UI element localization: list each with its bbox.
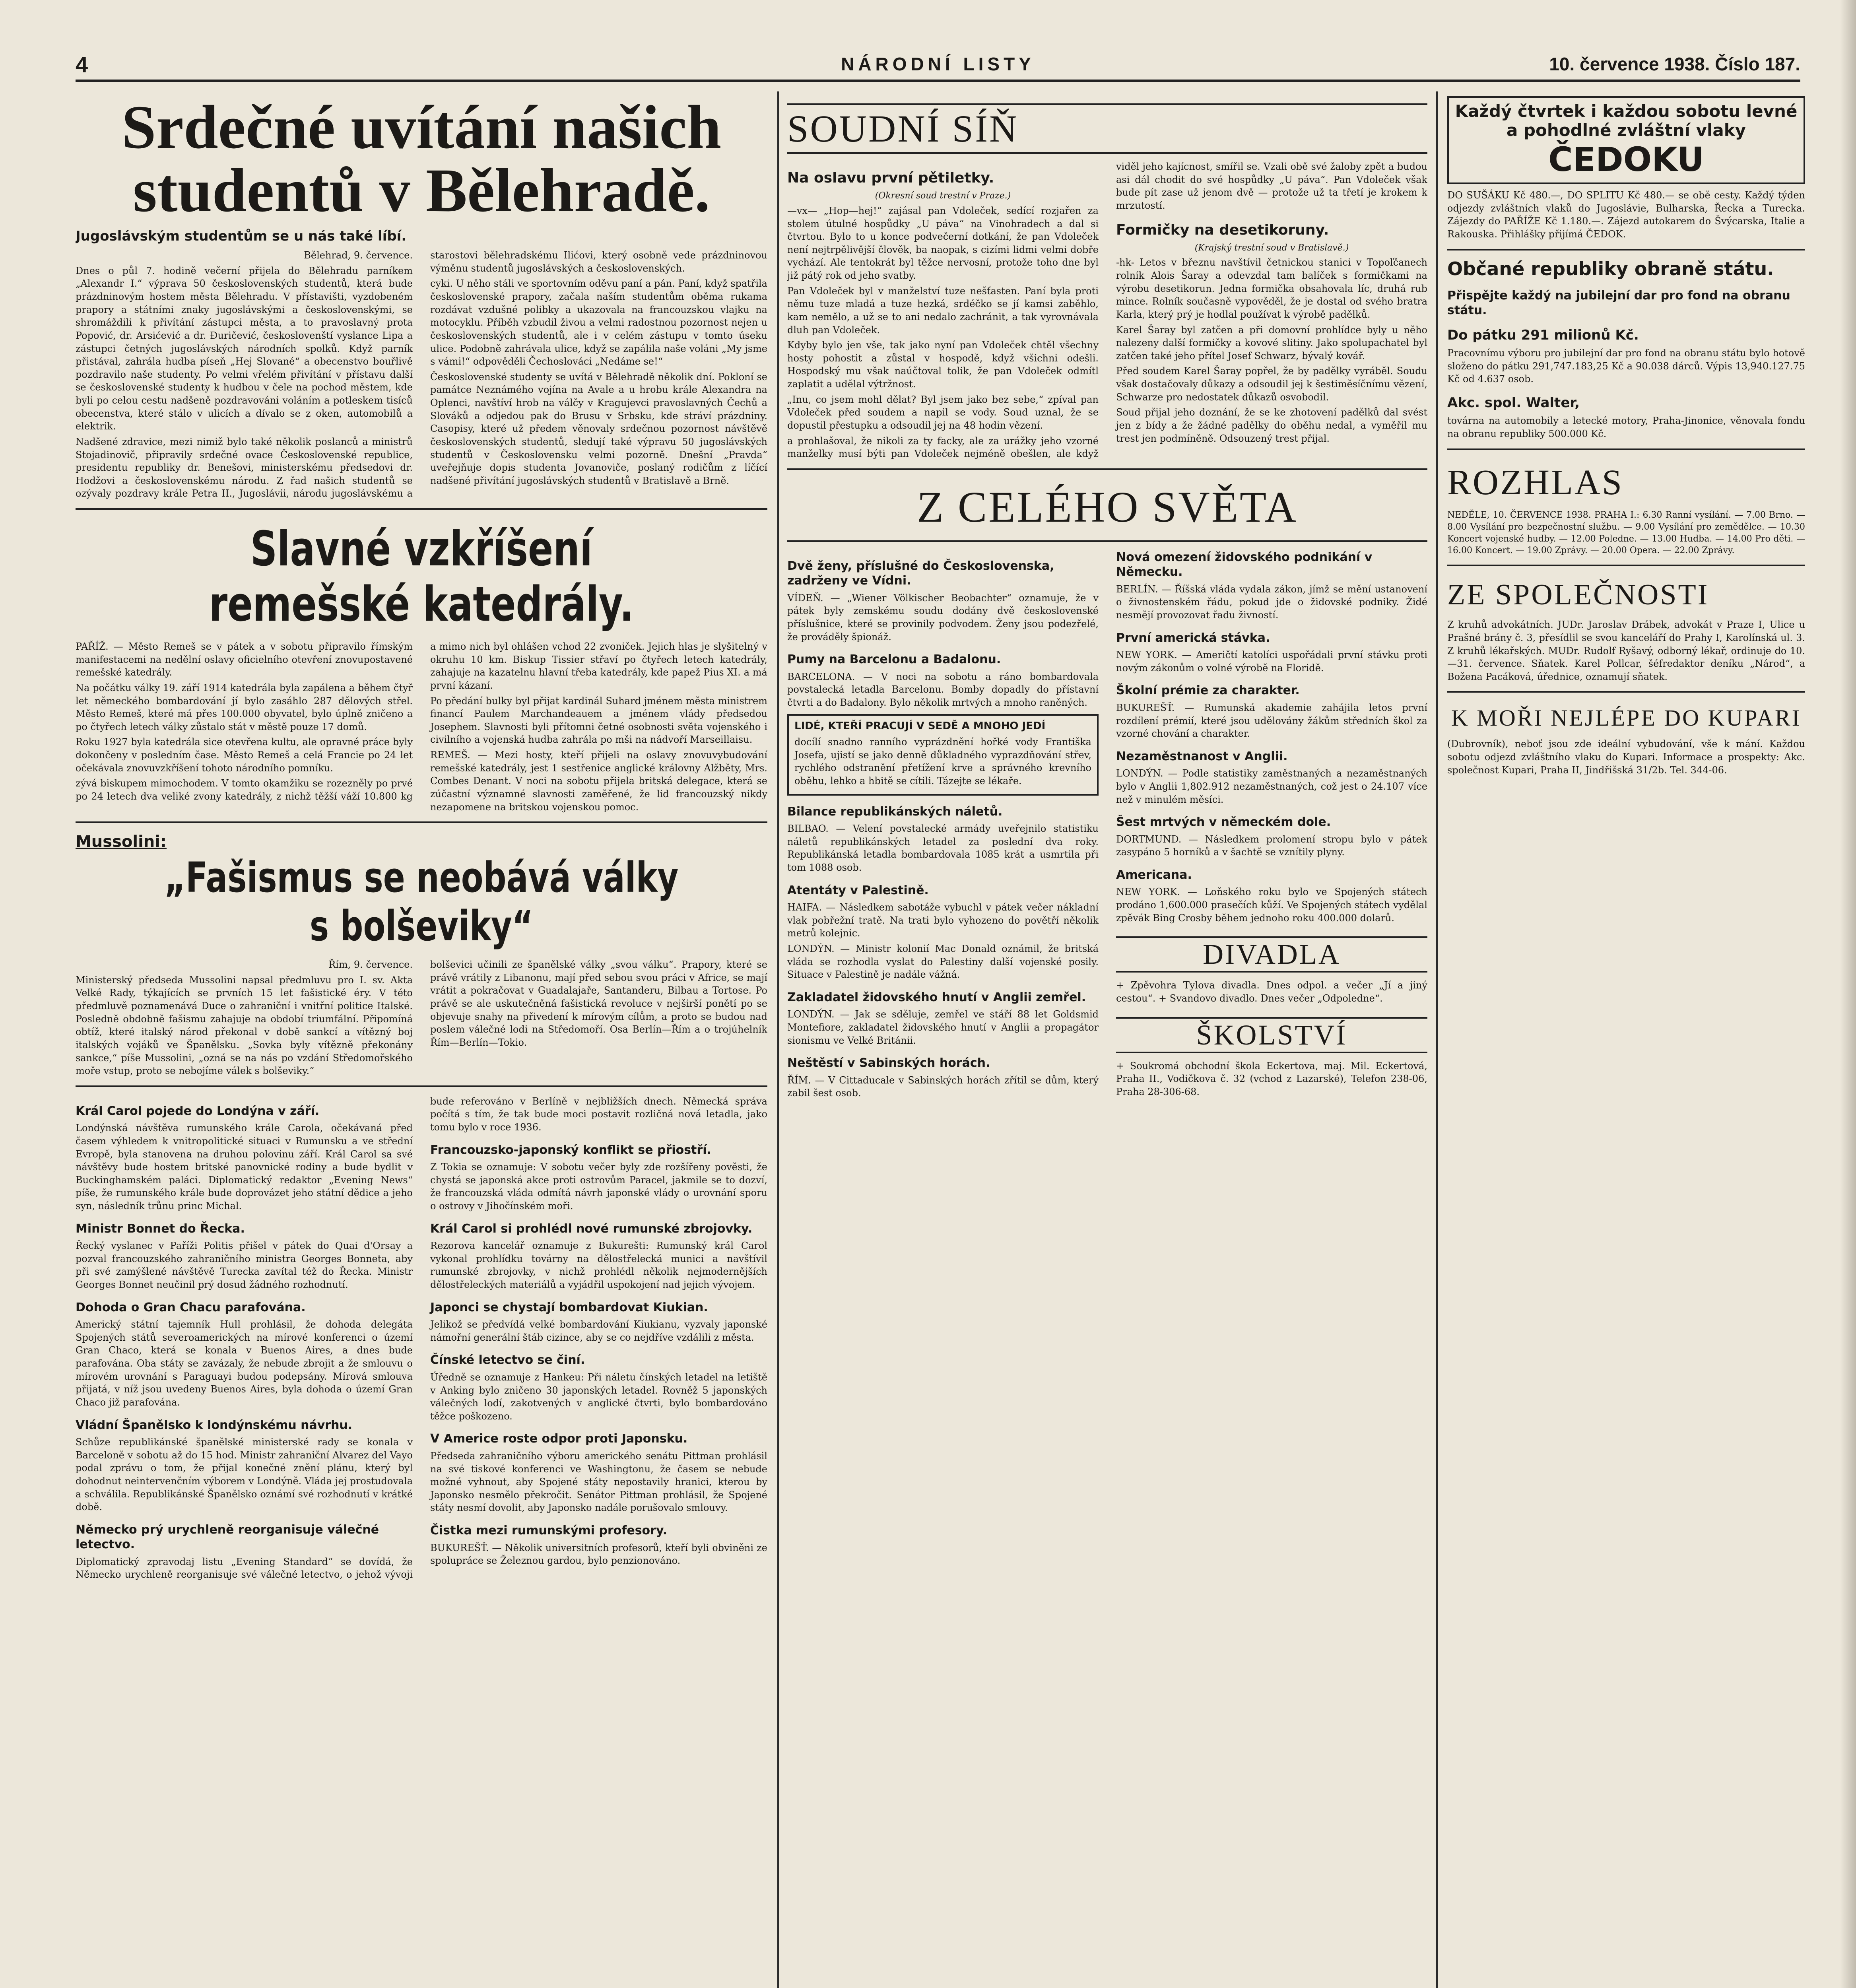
paragraph: Z kruhů advokátních. JUDr. Jaroslav Drábek, advokát v Praze I, Ulice u Prašné brány č. 3, přesídlil se svou kanceláří do Prahy I, Karolínská ul. 3. Z kruhů lékařských. MUDr. Rudolf Ryšavý, odborný lékař, ordinuje do 10.—31. července. Sňatek. Karel Pollcar, šéfredaktor deníku „Národ“, a Božena Pacáková, úřednice, oznamují sňatek. bbox=[1447, 619, 1805, 682]
paragraph: Londýnská návštěva rumunského krále Carola, očekávaná před časem výhledem k vnitropolitické situaci v Rumunsku a ve střední Evropě, byla stanovena na druhou polovinu září. Král Carol sa své návštěvy bude hostem britské panovnické rodiny a bude bydlit v Buckinghamském paláci. Diplomatický redaktor „Evening News“ píše, že rumunského krále bude doprovázet jeho státní dědice a jeho syn, následník trůnu princ Michal. bbox=[76, 1122, 413, 1212]
brief-heading: Bilance republikánských náletů. bbox=[787, 804, 1003, 819]
page-edge-shadow bbox=[1840, 0, 1856, 1988]
advert-heading: LIDÉ, KTEŘÍ PRACUJÍ V SEDĚ A MNOHO JEDÍ bbox=[794, 720, 1046, 732]
article-fascism bbox=[76, 958, 767, 1077]
paragraph: Schůze republikánské španělské ministerské rady se konala v Barceloně v sobotu až do 15 hod. Ministr zahraniční Alvarez del Vayo podal zprávu o tom, že přijal konečné znění plánu, který byl dohodnut neintervenčním výborem v Londýně. Vláda jej prostudovala a schválila. Republikánské Španělsko oznámí své rozhodnutí v krátké době. bbox=[76, 1437, 413, 1513]
section-title-court: SOUDNÍ SÍŇ bbox=[787, 103, 1427, 154]
paragraph: LONDÝN. — Ministr kolonií Mac Donald oznámil, že britská vláda se rozhodla vyslat do Palestiny další vojenské posily. Situace v Palestině je nadále vážná. bbox=[787, 943, 1099, 980]
paragraph: Soud přijal jeho doznání, že se ke zhotovení padělků dal svést jen z bídy a že žádné padělky do oběhu nedal, a vyměřil mu trest jen podmíněně. Odsouzený trest přijal. bbox=[1116, 407, 1427, 444]
paragraph: PAŘÍŽ. — Město Remeš se v pátek a v sobotu připravilo římským manifestacemi na nedělní oslavy oficielního otevření znovupostavené remešské katedrály. bbox=[76, 641, 413, 678]
paragraph: Pracovnímu výboru pro jubilejní dar pro fond na obranu státu bylo hotově složeno do pátku 291,747.183,25 Kč a 90.038 dárců. Výpis 13,940.127.75 Kč od 4.637 osob. bbox=[1447, 348, 1805, 385]
paragraph: Z Tokia se oznamuje: V sobotu večer byly zde rozšířeny pověsti, že chystá se japonská akce proti ostrovům Paracel, jakmile se to dozví, že francouzská vláda odmítá návrh japonské vlády o urovnání sporu o ostrovy v Jihočínském moři. bbox=[430, 1161, 767, 1212]
paragraph: BUKUREŠŤ. — Několik universitních profesorů, kteří byli obviněni ze spolupráce se Železnou gardou, bylo penzionováno. bbox=[430, 1542, 767, 1567]
fund-total: Do pátku 291 milionů Kč. bbox=[1447, 327, 1639, 343]
radio-listing: NEDĚLE, 10. ČERVENCE 1938. PRAHA I.: 6.30 Ranní vysílání. — 7.00 Brno. — 8.00 Vysílání pro bezpečnostní službu. — 9.00 Vysílání pro zemědělce. — 10.30 Koncert vojenské hudby. — 12.00 Poledne. — 13.00 Hudba. — 14.00 Pro děti. — 16.00 Koncert. — 19.00 Zprávy. — 20.00 Opera. — 22.00 Zprávy. bbox=[1447, 510, 1805, 556]
paragraph: LONDÝN. — Podle statistiky zaměstnaných a nezaměstnaných bylo v Anglii 1,802.912 nezaměstnaných, což jest o 24.107 více než v minulém měsíci. bbox=[1116, 768, 1427, 805]
paragraph: Dnes o půl 7. hodině večerní přijela do Bělehradu parníkem „Alexandr I.“ výprava 50 československých studentů, která bude prázdninovým hostem města Bělehradu. V přístavišti, vyzdobeném prapory a státními znaky jugoslávskými a československými, se shromáždili k přivítání zástupci města, a to pravoslavný prota Popović, dr. Arsićević a dr. Đuričević, českoslovenští vyslance Lipa a zástupci četných jugoslávských národních spolků. Když parník přistával, zahrála hudba píseň „Hej Slované“ a obecenstvo bouřlivě pozdravilo naše studenty. Po velmi vřelém přivítání v přístavu další se československé studenty k hudbou v čele na pochod městem, kde byli po celou cestu nadšeně pozdravováni voláním a potleskem tisíců obecenstva, které stálo v ulicích a dívalo se z oken, automobilů a elektrik. bbox=[76, 265, 413, 432]
court-tag: (Krajský trestní soud v Bratislavě.) bbox=[1194, 243, 1349, 253]
paragraph: továrna na automobily a letecké motory, Praha-Jinonice, věnovala fondu na obranu republiky 500.000 Kč. bbox=[1447, 415, 1805, 440]
paragraph: Karel Šaray byl zatčen a při domovní prohlídce byly u něho nalezeny další formičky a kovové slitiny. Jako spolupachatel byl zatčen také jeho přítel Josef Schwarz, bývalý kovář. bbox=[1116, 324, 1427, 361]
brief-heading: Ministr Bonnet do Řecka. bbox=[76, 1221, 245, 1236]
page-number: 4 bbox=[76, 52, 88, 77]
divider bbox=[1447, 565, 1805, 566]
divider bbox=[1447, 249, 1805, 250]
brief-heading: Král Carol si prohlédl nové rumunské zbrojovky. bbox=[430, 1221, 753, 1236]
advert-brand: ČEDOKU bbox=[1548, 140, 1704, 179]
divider bbox=[76, 1085, 767, 1087]
paragraph: VÍDEŇ. — „Wiener Völkischer Beobachter“ oznamuje, že v pátek byly zemskému soudu dodány dvě československé příslušnice, které se provinily podvodem. Ženy jsou podezřelé, že prováděly špionáž. bbox=[787, 592, 1099, 643]
headline-line: studentů v Bělehradě. bbox=[133, 156, 710, 225]
middle-column bbox=[787, 91, 1427, 1988]
paragraph: Nadšené zdravice, mezi nimiž bylo také několik poslanců a ministrů Stojadinovič, připravily srdečné ovace Československé republice, presidentu republiky dr. Benešovi, ministerskému předsedovi dr. Hodžovi a československému národu. Z řad našich studentů se ozývaly pozdravy krále Petra II., Jugoslávii, národu jugoslávskému a starostovi bělehradskému Ilićovi, který osobně vede prázdninovou výměnu studentů jugoslávských a československých. bbox=[76, 250, 767, 499]
dateline: Řím, 9. července. bbox=[328, 959, 413, 971]
paragraph: „Inu, co jsem mohl dělat? Byl jsem jako bez sebe,“ zpíval pan Vdoleček před soudem a napil se vody. Soud uznal, že se dopustil přestupku a odsoudil jej na 48 hodin vězení. bbox=[787, 394, 1099, 431]
dateline: Bělehrad, 9. července. bbox=[304, 250, 413, 261]
headline-fascism: „Fašismus se neobává války s bolševiky“ bbox=[164, 853, 679, 951]
paragraph: HAIFA. — Následkem sabotáže vybuchl v pátek večer nákladní vlak pobřežní tratě. Na trati bylo vyhozeno do povětří několik metrů kolejnic. bbox=[787, 902, 1099, 939]
brief-heading: Japonci se chystají bombardovat Kiukian. bbox=[430, 1300, 708, 1314]
headline-cathedral: Slavné vzkříšení remešské katedrály. bbox=[209, 522, 634, 633]
brief-heading: Nezaměstnanost v Anglii. bbox=[1116, 749, 1288, 763]
paragraph: + Zpěvohra Tylova divadla. Dnes odpol. a večer „Jí a jiný cestou“. + Svandovo divadlo. Dnes večer „Odpoledne“. bbox=[1116, 980, 1427, 1004]
paragraph: + Soukromá obchodní škola Eckertova, maj. Mil. Eckertová, Praha II., Vodičkova č. 32 (vchod z Lazarské), Telefon 238-06, Praha 28-306-68. bbox=[1116, 1060, 1427, 1097]
advert-title: Každý čtvrtek i každou sobotu levné a pohodlné zvláštní vlaky bbox=[1455, 101, 1798, 140]
fund-heading: Občané republiky obraně státu. bbox=[1447, 258, 1774, 280]
brief-heading: Šest mrtvých v německém dole. bbox=[1116, 815, 1331, 829]
paragraph: bolševici učinili ze španělské války „svou válku“. Prapory, které se právě vrátily z Libanonu, mají před sebou svou práci v Africe, se mají vrátit a pokračovat v Guadalajaře, Santanderu, Bilbau a Tortose. Po právě se ale uskutečněná fašistická revoluce v nejširší ponětí po se objevuje snahy na přivedení k mírovým cílům, a proto se budou nad poslem válečné lodi na Středomoří. Osa Berlín—Řím a o trojúhelník Řím—Berlín—Tokio. bbox=[430, 959, 767, 1048]
brief-heading: Francouzsko-japonský konflikt se přiostří. bbox=[430, 1143, 711, 1157]
kupari-heading: K MOŘI NEJLÉPE DO KUPARI bbox=[1451, 705, 1802, 731]
paragraph: -hk- Letos v březnu navštívil četnickou stanici v Topoľčanech rolník Alois Šaray a odevzdal tam balíček s formičkami na výrobu desetikorun. Jedna formička obsahovala líc, druhá rub mince. Rolník současně vypověděl, že je dostal od svého bratra Karla, který prý je hodlal používat k výrobě padělků. bbox=[1116, 257, 1427, 320]
column-divider bbox=[1436, 91, 1438, 1988]
paragraph: Kdyby bylo jen vše, tak jako nyní pan Vdoleček chtěl všechny hosty pohostit a zůstal v hospodě, když všichni odešli. Hospodský mu však naúčtoval tolik, že pan Vdoleček odmítl zaplatit a udělal výtržnost. bbox=[787, 340, 1099, 390]
section-title-world: Z CELÉHO SVĚTA bbox=[917, 482, 1298, 531]
paragraph: a prohlašoval, že nikoli za ty facky, ale za urážky jeho vzorné manželky musí býti pan Vdoleček nejméně obešlen, ale když viděl jeho kajícnost, smířil se. Vzali obě své žaloby zpět a budou asi dál chodit do své hospůdky „U páva“. Pan Vdoleček však bude pít zase už jenom dvě — protože už ta třetí je krokem k mrzutostí. bbox=[787, 161, 1427, 460]
paragraph: Pan Vdoleček byl v manželství tuze nešťasten. Paní byla proti němu tuze mladá a tuze hezká, srdéčko se jí kamsi zaběhlo, kam nemělo, a už se to ani nedalo zachránit, a tak vyrovnávala dluh pan Vdoleček. bbox=[787, 285, 1099, 336]
brief-heading: Americana. bbox=[1116, 868, 1192, 882]
brief-heading: Dohoda o Gran Chacu parafována. bbox=[76, 1300, 306, 1314]
paragraph: ŘÍM. — V Cittaducale v Sabinských horách zřítil se dům, který zabil šest osob. bbox=[787, 1074, 1099, 1099]
paragraph: Předseda zahraničního výboru amerického senátu Pittman prohlásil na své tiskové konferenci ve Washingtonu, že časem se nebude možné vyhnout, aby Spojené státy nepostavily hranici, kterou by Japonsko nesmělo překročit. Senátor Pittman prohlásil, že Spojené státy nesmí dovolit, aby Japonsko nadále porušovalo smlouvy. bbox=[430, 1450, 767, 1514]
brief-heading: Čistka mezi rumunskými profesory. bbox=[430, 1524, 668, 1538]
divider bbox=[76, 508, 767, 510]
paragraph: LONDÝN. — Jak se sděluje, zemřel ve stáří 88 let Goldsmid Montefiore, zakladatel židovského hnutí v Anglii a propagátor sionismu ve Velké Británii. bbox=[787, 1009, 1099, 1046]
paragraph: REMEŠ. — Mezi hosty, kteří přijeli na oslavy znovuvybudování remešské katedrály, jest 1 sestřenice anglické královny Alžběty, Mrs. Combes Denant. V noci na sobotu přijela britská delegace, která se zúčastní významné slavnosti zaměřené, že lid francouzský nikdy nezapomene na britskou vojenskou pomoc. bbox=[430, 749, 767, 813]
section-title-schools: ŠKOLSTVÍ bbox=[1116, 1017, 1427, 1053]
court-tag: (Okresní soud trestní v Praze.) bbox=[875, 191, 1011, 201]
headline-students bbox=[76, 93, 767, 225]
paragraph: BUKUREŠŤ. — Rumunská akademie zahájila letos první rozdílení prémií, které jsou udělovány žákům středních škol za vzorné chování a charakter. bbox=[1116, 702, 1427, 740]
world-section bbox=[787, 550, 1427, 1105]
paragraph: NEW YORK. — Loňského roku bylo ve Spojených státech prodáno 1,600.000 prasečích kůží. Ve Spojených státech vydělal zpěvák Bing Crosby během jednoho roku 400.000 dolarů. bbox=[1116, 886, 1427, 924]
brief-heading: V Americe roste odpor proti Japonsku. bbox=[430, 1432, 688, 1446]
paragraph: docílí snadno ranního vyprázdnění hořké vody Františka Josefa, ujistí se jako denně důkladného vyprazdňování střev, rychlého odstranění přetížení krve a správného krevního oběhu, lehko a hbitě se cítili. Tázejte se lékaře. bbox=[794, 736, 1091, 787]
paragraph: Před soudem Karel Šaray popřel, že by padělky vyráběl. Soudu však dostačovaly důkazy a odsoudil jej k šestiměsíčnímu vězení, Schwarze pro nedostatek důkazů osvobodil. bbox=[1116, 365, 1427, 403]
article-students bbox=[76, 249, 767, 500]
masthead: NÁRODNÍ LISTY bbox=[841, 54, 1035, 74]
brief-heading: Nová omezení židovského podnikání v Německu. bbox=[1116, 550, 1373, 579]
paragraph: (Dubrovník), neboť jsou zde ideální vybudování, vše k mání. Každou sobotu odjezd zvláštního vlaku do Kupari. Informace a prospekty: Akc. společnost Kupari, Praha II, Jindřišská 31/2b. Tel. 344-06. bbox=[1447, 738, 1805, 776]
cedok-advert bbox=[1447, 96, 1805, 184]
brief-heading: Vládní Španělsko k londýnskému návrhu. bbox=[76, 1418, 353, 1432]
brief-heading: Král Carol pojede do Londýna v září. bbox=[76, 1104, 320, 1118]
headline-line: Srdečné uvítání našich bbox=[121, 93, 722, 161]
section-title-radio: ROZHLAS bbox=[1447, 462, 1624, 502]
section-title-theatres: DIVADLA bbox=[1116, 936, 1427, 973]
paragraph: BERLÍN. — Říšská vláda vydala zákon, jímž se mění ustanovení o živnostenském řádu, pokud jde o židovské podniky. Židé nesmějí provozovat řadu živností. bbox=[1116, 583, 1427, 621]
donor-heading: Akc. spol. Walter, bbox=[1447, 394, 1580, 411]
section-label: Mussolini: bbox=[76, 833, 167, 851]
right-column bbox=[1447, 91, 1805, 1988]
divider bbox=[76, 821, 767, 823]
paragraph: DORTMUND. — Následkem prolomení stropu bylo v pátek zasypáno 5 horníků a v šachtě se vznítily plyny. bbox=[1116, 833, 1427, 858]
paragraph: Československé studenty se uvítá v Bělehradě několik dní. Pokloní se památce Neznámého vojína na Avale a u hrobu krále Alexandra na Oplenci, navštíví hrob na válčy v Kragujevci pravoslavných Čechů a Slováků a odjedou pak do Brusu v Srbsku, kde stráví prázdniny. Casopisy, které už předem věnovaly srdečnou pozornost návštěvě československých studentů, sledují také výpravu 50 jugoslávských studentů v Československu velmi pozorně. Dnešní „Pravda“ uveřejňuje dopis studenta Jovanoviče, poslaný rodičům z líčící nadšené přivítání jugoslávských studentů v Bratislavě a Brně. bbox=[430, 371, 767, 486]
paragraph: BARCELONA. — V noci na sobotu a ráno bombardovala povstalecká letadla Barcelonu. Bomby dopadly do přístavní čtvrti a do Badalony. Bylo několik mrtvých a mnoho raněných. bbox=[787, 671, 1099, 709]
section-title-society: ZE SPOLEČNOSTI bbox=[1447, 579, 1709, 612]
paragraph: cyki. U něho stáli ve sportovním oděvu paní a pán. Paní, když spatřila československé prapory, začala naším studentům oběma rukama rozdávat vzdušné polibky a ukazovala na francouzskou vlajku na motocyklu. Příběh vzbudil živou a velmi radostnou pozornost nejen u československých studentů, ale i v celém zástupu v tomto úseku ulice. Podobně zahrávala ulice, když se zapálila naše voláni „My jsme s vámi!“ odpověděli Čechoslováci „Nedáme se!“ bbox=[430, 278, 767, 367]
paragraph: Na počátku války 19. září 1914 katedrála byla zapálena a během čtyř let německého bombardování jí bylo zasáhlo 287 dělových střel. Město Remeš, které má přes 100.000 obyvatel, bylo úplně zničeno a po čtyřech letech války zůstalo stát v městě pouze 17 domů. bbox=[76, 682, 413, 732]
court-section bbox=[787, 160, 1427, 460]
paragraph: DO SUŠÁKU Kč 480.—, DO SPLITU Kč 480.— se obě cesty. Každý týden odjezdy zvláštních vlaků do Jugoslávie, Bulharska, Řecka a Turecka. Zájezdy do PAŘÍŽE Kč 1.180.—. Zájezd autokarem do Švýcarska, Italie a Rakouska. Přihlášky přijímá ČEDOK. bbox=[1447, 190, 1805, 240]
divider bbox=[1447, 448, 1805, 450]
paragraph: Diplomatický zpravodaj listu „Evening Standard“ se dovídá, že Německo urychleně reorganisuje své válečné letectvo, o jehož vývoji bude referováno v Berlíně v nejbližších dnech. Německá správa počítá s tím, že tak bude moci postavit rozličná nová letadla, jako tomu bylo v roce 1936. bbox=[76, 1095, 767, 1580]
fund-subheading: Přispějte každý na jubilejní dar pro fond na obranu státu. bbox=[1447, 288, 1790, 318]
divider bbox=[1447, 691, 1805, 693]
brief-heading: Zakladatel židovského hnutí v Anglii zemřel. bbox=[787, 990, 1086, 1004]
news-briefs bbox=[76, 1095, 767, 1581]
paragraph: Roku 1927 byla katedrála sice otevřena kultu, ale opravné práce byly dokončeny v posledním čase. Město Remeš a celá Francie po 24 let očekávala znovuvzkříšení tohoto národního pomníku. bbox=[76, 736, 413, 774]
brief-heading: Školní prémie za charakter. bbox=[1116, 683, 1300, 698]
paragraph: BILBAO. — Velení povstalecké armády uveřejnilo statistiku náletů republikánských letadel za poslední dva roky. Republikánská letadla bombardovala 1085 krát a usmrtila při tom 1088 osob. bbox=[787, 823, 1099, 874]
paragraph: Americký státní tajemník Hull prohlásil, že dohoda delegáta Spojených států severoamerických na mírové konferenci o území Gran Chaco, která se konala v Buenos Aires, a dnes bude parafována. Oba státy se zavázaly, že nebude zbrojit a že smlouvu o mírovém urovnání s Paraguayi budou podepsány. Mírová smlouva přijatá, v níž jsou uvedeny Buenos Aires, byla dohoda o území Gran Chaco již parafována. bbox=[76, 1319, 413, 1408]
issue-date: 10. července 1938. Číslo 187. bbox=[1549, 54, 1800, 74]
left-column bbox=[76, 91, 767, 1988]
paragraph: Rezorova kancelář oznamuje z Bukurešti: Rumunský král Carol vykonal prohlídku továrny na dělostřelecká munici a navštívil rumunské zbrojovky, v nichž prohlédl několik nejmodernějších dělostřeleckých materiálů a vyjádřil uspokojení nad jejich vývojem. bbox=[430, 1240, 767, 1291]
divider bbox=[787, 540, 1427, 542]
article-heading: Na oslavu první pětiletky. bbox=[787, 170, 994, 186]
paragraph: Úředně se oznamuje z Hankeu: Při náletu čínských letadel na letiště v Anking bylo zničeno 30 japonských letadel. Rovněž 5 japonských válečných lodí, zakotvených v anglické čtvrti, bylo bombardováno těžce poškozeno. bbox=[430, 1371, 767, 1422]
advert-box bbox=[787, 714, 1099, 796]
brief-heading: Čínské letectvo se činí. bbox=[430, 1353, 585, 1367]
paragraph: —vx— „Hop—hej!“ zajásal pan Vdoleček, sedící rozjařen za stolem útulné hospůdky „U páva“ na Vinohradech a dal si čtvrtou. Bylo to u konce podvečerní dotkání, že pan Vdoleček není nejtrpělivější člověk, ba naopak, s cizími lidmi velmi dobře vychází. Ale tentokrát byl těžce nervosní, protože toho dne byl již pátý rok od jeho svatby. bbox=[787, 205, 1099, 282]
paragraph: zývá biskupem mimochodem. V tomto okamžiku se rozezněly po prvé po 24 letech dva veliké zvony katedrály, z nichž těžší váží 10.800 kg a mimo nich byl ohlášen vchod 22 zvoniček. Jejich hlas je slyšitelný v okruhu 10 km. Biskup Tissier střaví po čtyřech letech katedrály, zahajuje na kazatelnu hlavní třeba katedrály, kde papež Pius XI. a má první kázaní. bbox=[76, 641, 767, 802]
paragraph: Jelikož se předvídá velké bombardování Kiukianu, vyzvaly japonské námořní generální štáb cizince, aby se co nejdříve vzdálili z města. bbox=[430, 1319, 767, 1343]
article-heading: Formičky na desetikoruny. bbox=[1116, 221, 1329, 238]
brief-heading: Dvě ženy, příslušné do Československa, zadrženy ve Vídni. bbox=[787, 559, 1054, 588]
divider bbox=[787, 468, 1427, 470]
article-cathedral bbox=[76, 640, 767, 813]
brief-heading: Pumy na Barcelonu a Badalonu. bbox=[787, 652, 1001, 667]
paragraph: Po předání bulky byl přijat kardinál Suhard jménem města ministrem financí Paulem Marchandeauem a jménem vlády předsedou Josephem. Slavnosti byli přítomni četné osobnosti světa vojenského i civilního a vojenská hudba zahrála po mši na nádvoří Marseillaisu. bbox=[430, 695, 767, 746]
brief-heading: Německo prý urychleně reorganisuje válečné letectvo. bbox=[76, 1522, 379, 1552]
paragraph: Řecký vyslanec v Paříži Politis přišel v pátek do Quai d'Orsay a pozval francouzského zahraničního ministra Georges Bonneta, aby při své zamýšlené návštěvě Turecka zavítal též do Řecka. Ministr Georges Bonnet neučinil prý dosud žádného rozhodnutí. bbox=[76, 1240, 413, 1291]
page-header bbox=[76, 48, 1800, 82]
brief-heading: První americká stávka. bbox=[1116, 631, 1270, 645]
subheadline: Jugoslávským studentům se u nás také líbí. bbox=[76, 228, 407, 245]
paragraph: NEW YORK. — Američtí katolíci uspořádali první stávku proti novým zákonům o volné výrobě na Floridě. bbox=[1116, 649, 1427, 674]
brief-heading: Neštěstí v Sabinských horách. bbox=[787, 1056, 990, 1070]
column-divider bbox=[777, 91, 779, 1988]
brief-heading: Atentáty v Palestině. bbox=[787, 883, 929, 897]
paragraph: Ministerský předseda Mussolini napsal předmluvu pro I. sv. Akta Velké Rady, týkajících se prvních 15 let fašistické éry. V této předmluvě poznamenává Duce o zahraniční i vnitřní politice Italské. Posledně obdobně fašismu zahajuje na období triumfální. Připomíná obtíž, které italský národ překonal v době sankcí a vítězný boj italských vojáků ve Španělsku. „Sovka byly vítězně překonány sankce,“ píše Mussolini, „ozná se na nás po vzdání Středomořského moře vstup, proto se nebojíme válek s bolševiky.“ bbox=[76, 974, 413, 1077]
